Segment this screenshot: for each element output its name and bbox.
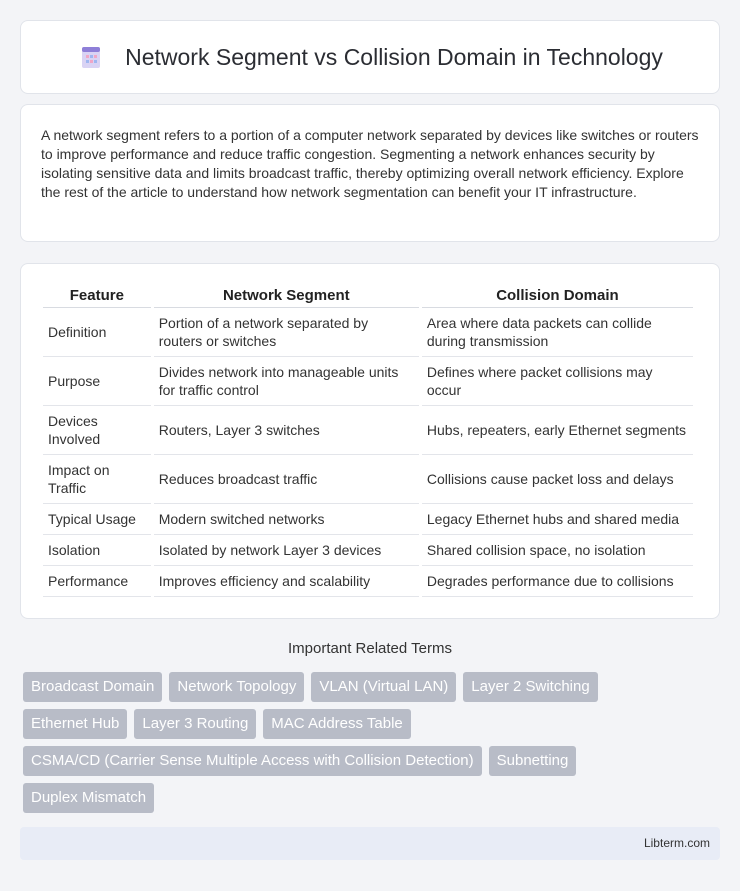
table-cell: Shared collision space, no isolation — [422, 535, 693, 566]
footer-site-link[interactable]: Libterm.com — [643, 836, 710, 850]
footer — [20, 827, 720, 860]
table-cell: Performance — [43, 566, 151, 597]
table-row — [43, 504, 693, 535]
header-card — [20, 20, 720, 94]
table-cell: Degrades performance due to collisions — [422, 566, 693, 597]
table-cell: Isolated by network Layer 3 devices — [154, 535, 419, 566]
tag-layer-2-switching[interactable]: Layer 2 Switching — [463, 672, 597, 702]
table-row — [43, 357, 693, 406]
table-cell: Portion of a network separated by routers or switches — [154, 308, 419, 357]
column-header-collision-domain: Collision Domain — [422, 286, 693, 308]
tag-vlan[interactable]: VLAN (Virtual LAN) — [311, 672, 456, 702]
table-cell: Routers, Layer 3 switches — [154, 406, 419, 455]
table-cell: Defines where packet collisions may occur — [422, 357, 693, 406]
comparison-table-card — [20, 263, 720, 619]
column-header-network-segment: Network Segment — [154, 286, 419, 308]
table-cell: Impact on Traffic — [43, 455, 151, 504]
table-cell: Typical Usage — [43, 504, 151, 535]
table-cell: Devices Involved — [43, 406, 151, 455]
table-cell: Divides network into manageable units for traffic control — [154, 357, 419, 406]
table-row — [43, 308, 693, 357]
tag-mac-address-table[interactable]: MAC Address Table — [263, 709, 410, 739]
table-cell: Modern switched networks — [154, 504, 419, 535]
intro-text: A network segment refers to a portion of a computer network separated by devices like switches or routers to improve performance and reduce traffic congestion. Segmenting a network enhances security by isolating sensitive data and limits broadcast traffic, thereby optimizing overall network efficiency. Explore the rest of the article to understand how network segmentation can benefit your IT infrastructure. — [41, 127, 699, 200]
table-cell: Hubs, repeaters, early Ethernet segments — [422, 406, 693, 455]
related-terms-tags — [23, 672, 723, 820]
related-terms-title: Important Related Terms — [288, 640, 452, 657]
tag-csma-cd[interactable]: CSMA/CD (Carrier Sense Multiple Access with Collision Detection) — [23, 746, 482, 776]
tag-ethernet-hub[interactable]: Ethernet Hub — [23, 709, 127, 739]
table-row — [43, 406, 693, 455]
tag-network-topology[interactable]: Network Topology — [169, 672, 304, 702]
table-cell: Definition — [43, 308, 151, 357]
tag-duplex-mismatch[interactable]: Duplex Mismatch — [23, 783, 154, 813]
comparison-table — [40, 286, 696, 597]
table-row — [43, 566, 693, 597]
table-cell: Area where data packets can collide during transmission — [422, 308, 693, 357]
intro-card — [20, 104, 720, 242]
tag-subnetting[interactable]: Subnetting — [489, 746, 577, 776]
table-cell: Isolation — [43, 535, 151, 566]
table-cell: Reduces broadcast traffic — [154, 455, 419, 504]
tag-layer-3-routing[interactable]: Layer 3 Routing — [134, 709, 256, 739]
page-title: Network Segment vs Collision Domain in Technology — [125, 43, 663, 70]
column-header-feature: Feature — [43, 286, 151, 308]
tag-broadcast-domain[interactable]: Broadcast Domain — [23, 672, 162, 702]
table-cell: Purpose — [43, 357, 151, 406]
table-row — [43, 535, 693, 566]
table-cell: Improves efficiency and scalability — [154, 566, 419, 597]
document-icon — [77, 43, 105, 71]
table-cell: Legacy Ethernet hubs and shared media — [422, 504, 693, 535]
table-cell: Collisions cause packet loss and delays — [422, 455, 693, 504]
table-row — [43, 455, 693, 504]
